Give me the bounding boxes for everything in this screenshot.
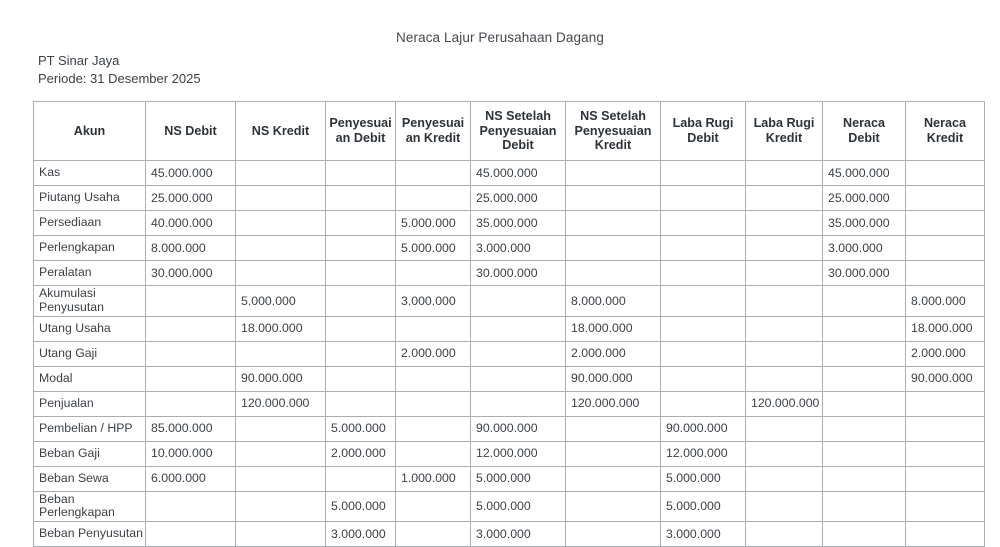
table-row	[34, 261, 985, 286]
table-row	[34, 186, 985, 211]
cell-ns-kredit	[236, 491, 326, 522]
cell-penyesuaian-debit	[326, 286, 396, 317]
table-row	[34, 286, 985, 317]
cell-neraca-debit	[823, 341, 906, 366]
cell-laba-rugi-kredit	[746, 366, 823, 391]
cell-laba-rugi-kredit	[746, 286, 823, 317]
cell-ns-setelah-penyesuaian-debit	[471, 316, 566, 341]
cell-ns-kredit: 5.000.000	[236, 286, 326, 317]
cell-neraca-kredit	[906, 211, 985, 236]
cell-penyesuaian-debit	[326, 466, 396, 491]
cell-penyesuaian-kredit: 3.000.000	[396, 286, 471, 317]
cell-laba-rugi-kredit	[746, 466, 823, 491]
worksheet-table-container	[33, 101, 984, 547]
cell-ns-debit: 40.000.000	[146, 211, 236, 236]
cell-neraca-debit	[823, 522, 906, 547]
column-header-ns-kredit: NS Kredit	[236, 102, 326, 161]
cell-neraca-kredit	[906, 261, 985, 286]
cell-laba-rugi-debit: 5.000.000	[661, 466, 746, 491]
cell-account-name: Utang Gaji	[34, 341, 146, 366]
cell-ns-debit: 25.000.000	[146, 186, 236, 211]
cell-ns-debit: 85.000.000	[146, 416, 236, 441]
cell-penyesuaian-kredit	[396, 316, 471, 341]
cell-account-name: Kas	[34, 161, 146, 186]
table-row	[34, 391, 985, 416]
cell-laba-rugi-debit	[661, 211, 746, 236]
cell-neraca-kredit	[906, 466, 985, 491]
column-header-ns-setelah-penyesuaian-kredit: NS Setelah Penyesuaian Kredit	[566, 102, 661, 161]
cell-penyesuaian-debit	[326, 211, 396, 236]
cell-laba-rugi-debit	[661, 391, 746, 416]
cell-ns-debit	[146, 341, 236, 366]
cell-ns-setelah-penyesuaian-kredit: 8.000.000	[566, 286, 661, 317]
cell-laba-rugi-debit: 90.000.000	[661, 416, 746, 441]
column-header-akun: Akun	[34, 102, 146, 161]
cell-account-name: Utang Usaha	[34, 316, 146, 341]
cell-laba-rugi-kredit	[746, 211, 823, 236]
cell-laba-rugi-kredit	[746, 416, 823, 441]
cell-penyesuaian-kredit	[396, 441, 471, 466]
cell-ns-debit: 6.000.000	[146, 466, 236, 491]
cell-penyesuaian-kredit	[396, 161, 471, 186]
cell-ns-setelah-penyesuaian-debit: 3.000.000	[471, 522, 566, 547]
cell-account-name: Penjualan	[34, 391, 146, 416]
table-row	[34, 316, 985, 341]
cell-neraca-debit: 25.000.000	[823, 186, 906, 211]
cell-ns-debit	[146, 522, 236, 547]
cell-neraca-debit	[823, 366, 906, 391]
column-header-penyesuaian-kredit: Penyesuaian Kredit	[396, 102, 471, 161]
column-header-penyesuaian-debit: Penyesuaian Debit	[326, 102, 396, 161]
cell-neraca-kredit	[906, 491, 985, 522]
cell-ns-kredit: 90.000.000	[236, 366, 326, 391]
cell-penyesuaian-kredit	[396, 366, 471, 391]
cell-account-name: Akumulasi Penyusutan	[34, 286, 146, 317]
cell-penyesuaian-debit	[326, 261, 396, 286]
cell-ns-debit	[146, 366, 236, 391]
cell-penyesuaian-kredit: 2.000.000	[396, 341, 471, 366]
cell-neraca-debit	[823, 491, 906, 522]
cell-ns-setelah-penyesuaian-debit: 45.000.000	[471, 161, 566, 186]
cell-penyesuaian-debit: 5.000.000	[326, 416, 396, 441]
cell-ns-kredit	[236, 522, 326, 547]
table-row	[34, 416, 985, 441]
table-row	[34, 236, 985, 261]
cell-ns-kredit	[236, 211, 326, 236]
cell-ns-setelah-penyesuaian-debit	[471, 286, 566, 317]
cell-ns-setelah-penyesuaian-kredit: 90.000.000	[566, 366, 661, 391]
cell-laba-rugi-kredit	[746, 316, 823, 341]
cell-ns-setelah-penyesuaian-kredit	[566, 522, 661, 547]
table-header	[34, 102, 985, 161]
cell-laba-rugi-debit	[661, 236, 746, 261]
cell-ns-setelah-penyesuaian-debit: 5.000.000	[471, 491, 566, 522]
table-row	[34, 441, 985, 466]
cell-ns-kredit: 18.000.000	[236, 316, 326, 341]
cell-ns-setelah-penyesuaian-debit	[471, 391, 566, 416]
cell-ns-kredit	[236, 161, 326, 186]
cell-penyesuaian-debit	[326, 316, 396, 341]
cell-neraca-kredit: 2.000.000	[906, 341, 985, 366]
cell-account-name: Modal	[34, 366, 146, 391]
cell-ns-kredit	[236, 466, 326, 491]
report-period: Periode: 31 Desember 2025	[38, 71, 201, 86]
cell-laba-rugi-debit	[661, 161, 746, 186]
table-row	[34, 522, 985, 547]
cell-account-name: Perlengkapan	[34, 236, 146, 261]
cell-penyesuaian-debit	[326, 236, 396, 261]
cell-neraca-kredit	[906, 441, 985, 466]
cell-penyesuaian-debit	[326, 366, 396, 391]
column-header-laba-rugi-debit: Laba Rugi Debit	[661, 102, 746, 161]
header-row	[34, 102, 985, 161]
column-header-neraca-kredit: Neraca Kredit	[906, 102, 985, 161]
cell-neraca-debit	[823, 416, 906, 441]
cell-laba-rugi-kredit	[746, 261, 823, 286]
cell-ns-setelah-penyesuaian-kredit	[566, 211, 661, 236]
cell-laba-rugi-debit	[661, 261, 746, 286]
cell-neraca-debit	[823, 441, 906, 466]
cell-laba-rugi-debit: 5.000.000	[661, 491, 746, 522]
cell-ns-kredit: 120.000.000	[236, 391, 326, 416]
cell-ns-setelah-penyesuaian-kredit: 18.000.000	[566, 316, 661, 341]
cell-account-name: Persediaan	[34, 211, 146, 236]
cell-penyesuaian-debit	[326, 161, 396, 186]
cell-neraca-kredit: 8.000.000	[906, 286, 985, 317]
column-header-neraca-debit: Neraca Debit	[823, 102, 906, 161]
cell-laba-rugi-kredit	[746, 341, 823, 366]
cell-account-name: Piutang Usaha	[34, 186, 146, 211]
cell-account-name: Beban Gaji	[34, 441, 146, 466]
cell-laba-rugi-kredit	[746, 161, 823, 186]
cell-laba-rugi-kredit: 120.000.000	[746, 391, 823, 416]
cell-neraca-debit	[823, 391, 906, 416]
cell-laba-rugi-kredit	[746, 522, 823, 547]
cell-neraca-debit	[823, 286, 906, 317]
cell-neraca-kredit	[906, 391, 985, 416]
cell-laba-rugi-debit	[661, 186, 746, 211]
table-row	[34, 491, 985, 522]
cell-penyesuaian-kredit	[396, 186, 471, 211]
cell-laba-rugi-debit: 12.000.000	[661, 441, 746, 466]
cell-neraca-debit: 3.000.000	[823, 236, 906, 261]
column-header-ns-debit: NS Debit	[146, 102, 236, 161]
cell-laba-rugi-kredit	[746, 491, 823, 522]
cell-account-name: Beban Perlengkapan	[34, 491, 146, 522]
cell-penyesuaian-debit	[326, 341, 396, 366]
cell-neraca-debit: 35.000.000	[823, 211, 906, 236]
cell-penyesuaian-debit: 3.000.000	[326, 522, 396, 547]
cell-penyesuaian-kredit	[396, 391, 471, 416]
cell-ns-setelah-penyesuaian-kredit	[566, 491, 661, 522]
cell-neraca-kredit	[906, 161, 985, 186]
cell-ns-setelah-penyesuaian-debit: 3.000.000	[471, 236, 566, 261]
cell-penyesuaian-kredit: 5.000.000	[396, 211, 471, 236]
cell-account-name: Pembelian / HPP	[34, 416, 146, 441]
cell-ns-setelah-penyesuaian-kredit	[566, 441, 661, 466]
cell-ns-kredit	[236, 341, 326, 366]
cell-neraca-debit: 45.000.000	[823, 161, 906, 186]
cell-penyesuaian-kredit	[396, 416, 471, 441]
company-name: PT Sinar Jaya	[38, 53, 120, 68]
cell-ns-setelah-penyesuaian-debit: 25.000.000	[471, 186, 566, 211]
cell-ns-setelah-penyesuaian-debit: 12.000.000	[471, 441, 566, 466]
cell-ns-setelah-penyesuaian-kredit	[566, 261, 661, 286]
cell-ns-kredit	[236, 261, 326, 286]
cell-laba-rugi-debit	[661, 316, 746, 341]
page-title: Neraca Lajur Perusahaan Dagang	[396, 30, 604, 45]
cell-laba-rugi-debit	[661, 366, 746, 391]
cell-penyesuaian-kredit	[396, 261, 471, 286]
cell-ns-setelah-penyesuaian-kredit	[566, 161, 661, 186]
cell-laba-rugi-kredit	[746, 441, 823, 466]
cell-ns-setelah-penyesuaian-debit: 30.000.000	[471, 261, 566, 286]
column-header-ns-setelah-penyesuaian-debit: NS Setelah Penyesuaian Debit	[471, 102, 566, 161]
cell-ns-setelah-penyesuaian-debit: 35.000.000	[471, 211, 566, 236]
cell-laba-rugi-debit: 3.000.000	[661, 522, 746, 547]
cell-account-name: Beban Sewa	[34, 466, 146, 491]
cell-penyesuaian-kredit	[396, 522, 471, 547]
cell-laba-rugi-kredit	[746, 236, 823, 261]
cell-ns-setelah-penyesuaian-debit	[471, 366, 566, 391]
cell-penyesuaian-kredit	[396, 491, 471, 522]
table-row	[34, 466, 985, 491]
cell-ns-setelah-penyesuaian-kredit	[566, 236, 661, 261]
cell-ns-debit: 10.000.000	[146, 441, 236, 466]
cell-neraca-debit: 30.000.000	[823, 261, 906, 286]
cell-penyesuaian-kredit: 5.000.000	[396, 236, 471, 261]
cell-neraca-kredit	[906, 416, 985, 441]
column-header-laba-rugi-kredit: Laba Rugi Kredit	[746, 102, 823, 161]
cell-penyesuaian-debit: 5.000.000	[326, 491, 396, 522]
cell-penyesuaian-debit	[326, 391, 396, 416]
cell-ns-setelah-penyesuaian-kredit: 2.000.000	[566, 341, 661, 366]
cell-account-name: Beban Penyusutan	[34, 522, 146, 547]
cell-ns-setelah-penyesuaian-kredit	[566, 466, 661, 491]
table-row	[34, 161, 985, 186]
cell-ns-kredit	[236, 441, 326, 466]
cell-laba-rugi-debit	[661, 286, 746, 317]
cell-ns-setelah-penyesuaian-debit: 90.000.000	[471, 416, 566, 441]
cell-ns-debit	[146, 286, 236, 317]
cell-ns-setelah-penyesuaian-debit: 5.000.000	[471, 466, 566, 491]
table-body	[34, 161, 985, 547]
cell-ns-debit	[146, 491, 236, 522]
cell-neraca-debit	[823, 316, 906, 341]
cell-neraca-kredit: 18.000.000	[906, 316, 985, 341]
table-row	[34, 366, 985, 391]
cell-penyesuaian-kredit: 1.000.000	[396, 466, 471, 491]
cell-ns-debit: 8.000.000	[146, 236, 236, 261]
cell-laba-rugi-debit	[661, 341, 746, 366]
worksheet-table	[33, 101, 985, 547]
cell-ns-kredit	[236, 236, 326, 261]
cell-ns-debit	[146, 316, 236, 341]
cell-penyesuaian-debit	[326, 186, 396, 211]
cell-ns-setelah-penyesuaian-kredit	[566, 186, 661, 211]
cell-neraca-kredit: 90.000.000	[906, 366, 985, 391]
cell-neraca-debit	[823, 466, 906, 491]
cell-neraca-kredit	[906, 236, 985, 261]
cell-ns-kredit	[236, 186, 326, 211]
cell-ns-setelah-penyesuaian-kredit	[566, 416, 661, 441]
table-row	[34, 341, 985, 366]
table-row	[34, 211, 985, 236]
cell-neraca-kredit	[906, 522, 985, 547]
cell-ns-kredit	[236, 416, 326, 441]
cell-ns-setelah-penyesuaian-kredit: 120.000.000	[566, 391, 661, 416]
cell-penyesuaian-debit: 2.000.000	[326, 441, 396, 466]
cell-neraca-kredit	[906, 186, 985, 211]
cell-ns-debit: 45.000.000	[146, 161, 236, 186]
cell-account-name: Peralatan	[34, 261, 146, 286]
cell-ns-debit	[146, 391, 236, 416]
cell-ns-setelah-penyesuaian-debit	[471, 341, 566, 366]
cell-ns-debit: 30.000.000	[146, 261, 236, 286]
cell-laba-rugi-kredit	[746, 186, 823, 211]
